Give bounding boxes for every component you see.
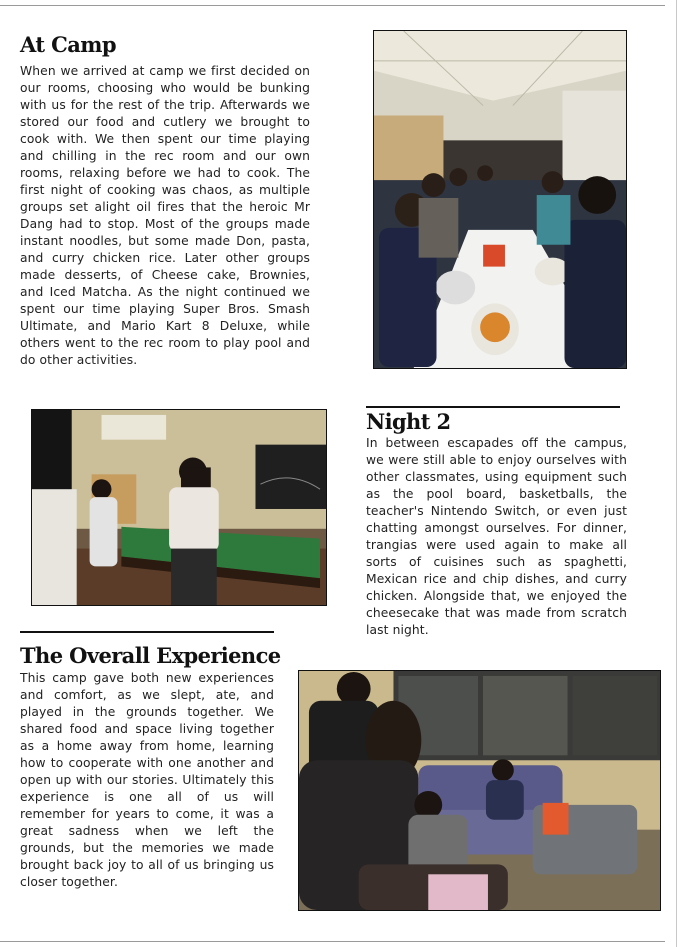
- at-camp-heading: At Camp: [20, 32, 116, 57]
- night-2-text: In between escapades off the campus, we were still able to enjoy ourselves with other classmates, using equipment such as the pool board, basketballs, the teacher's Nintendo Switch, or even just chatting amongst ourselves. For dinner, trangias were used again to make all sorts of cuisines such as spaghetti, Mexican rice and chip dishes, and curry chicken. Alongside that, we enjoyed the cheesecake that was made from scratch last night.: [366, 436, 627, 637]
- top-rule: [0, 5, 665, 6]
- at-camp-text: When we arrived at camp we first decided on our rooms, choosing who would be bunking with us for the rest of the trip. Afterwards we stored our food and cutlery we brought to cook with. We then spent our time playing and chilling in the rec room and our own rooms, relaxing before we had to cook. The first night of cooking was chaos, as multiple groups set alight oil fires that the heroic Mr Dang had to stop. Most of the groups made instant noodles, but some made Don, pasta, and curry chicken rice. Later other groups made desserts, of Cheese cake, Brownies, and Iced Matcha. As the night continued we spent our time playing Super Bros. Smash Ultimate, and Mario Kart 8 Deluxe, while others went to the rec room to play pool and do other activities.: [20, 64, 310, 367]
- bottom-rule: [0, 941, 665, 942]
- dinner-table-photo: [373, 30, 627, 369]
- night-2-divider: [366, 406, 620, 408]
- pool-table-photo: [31, 409, 327, 606]
- night-2-heading: Night 2: [366, 409, 451, 434]
- overall-divider: [20, 631, 274, 633]
- overall-heading: The Overall Experience: [20, 643, 281, 668]
- rec-room-gaming-photo: [298, 670, 661, 911]
- overall-text: This camp gave both new experiences and comfort, as we slept, ate, and played in the grounds together. We shared food and space living together as a home away from home, learning how to cooperate with one another and open up with our stories. Ultimately this experience is one all of us will remember for years to come, it was a great sadness when we left the grounds, but the memories we made brought back joy to all of us bringing us closer together.: [20, 671, 274, 889]
